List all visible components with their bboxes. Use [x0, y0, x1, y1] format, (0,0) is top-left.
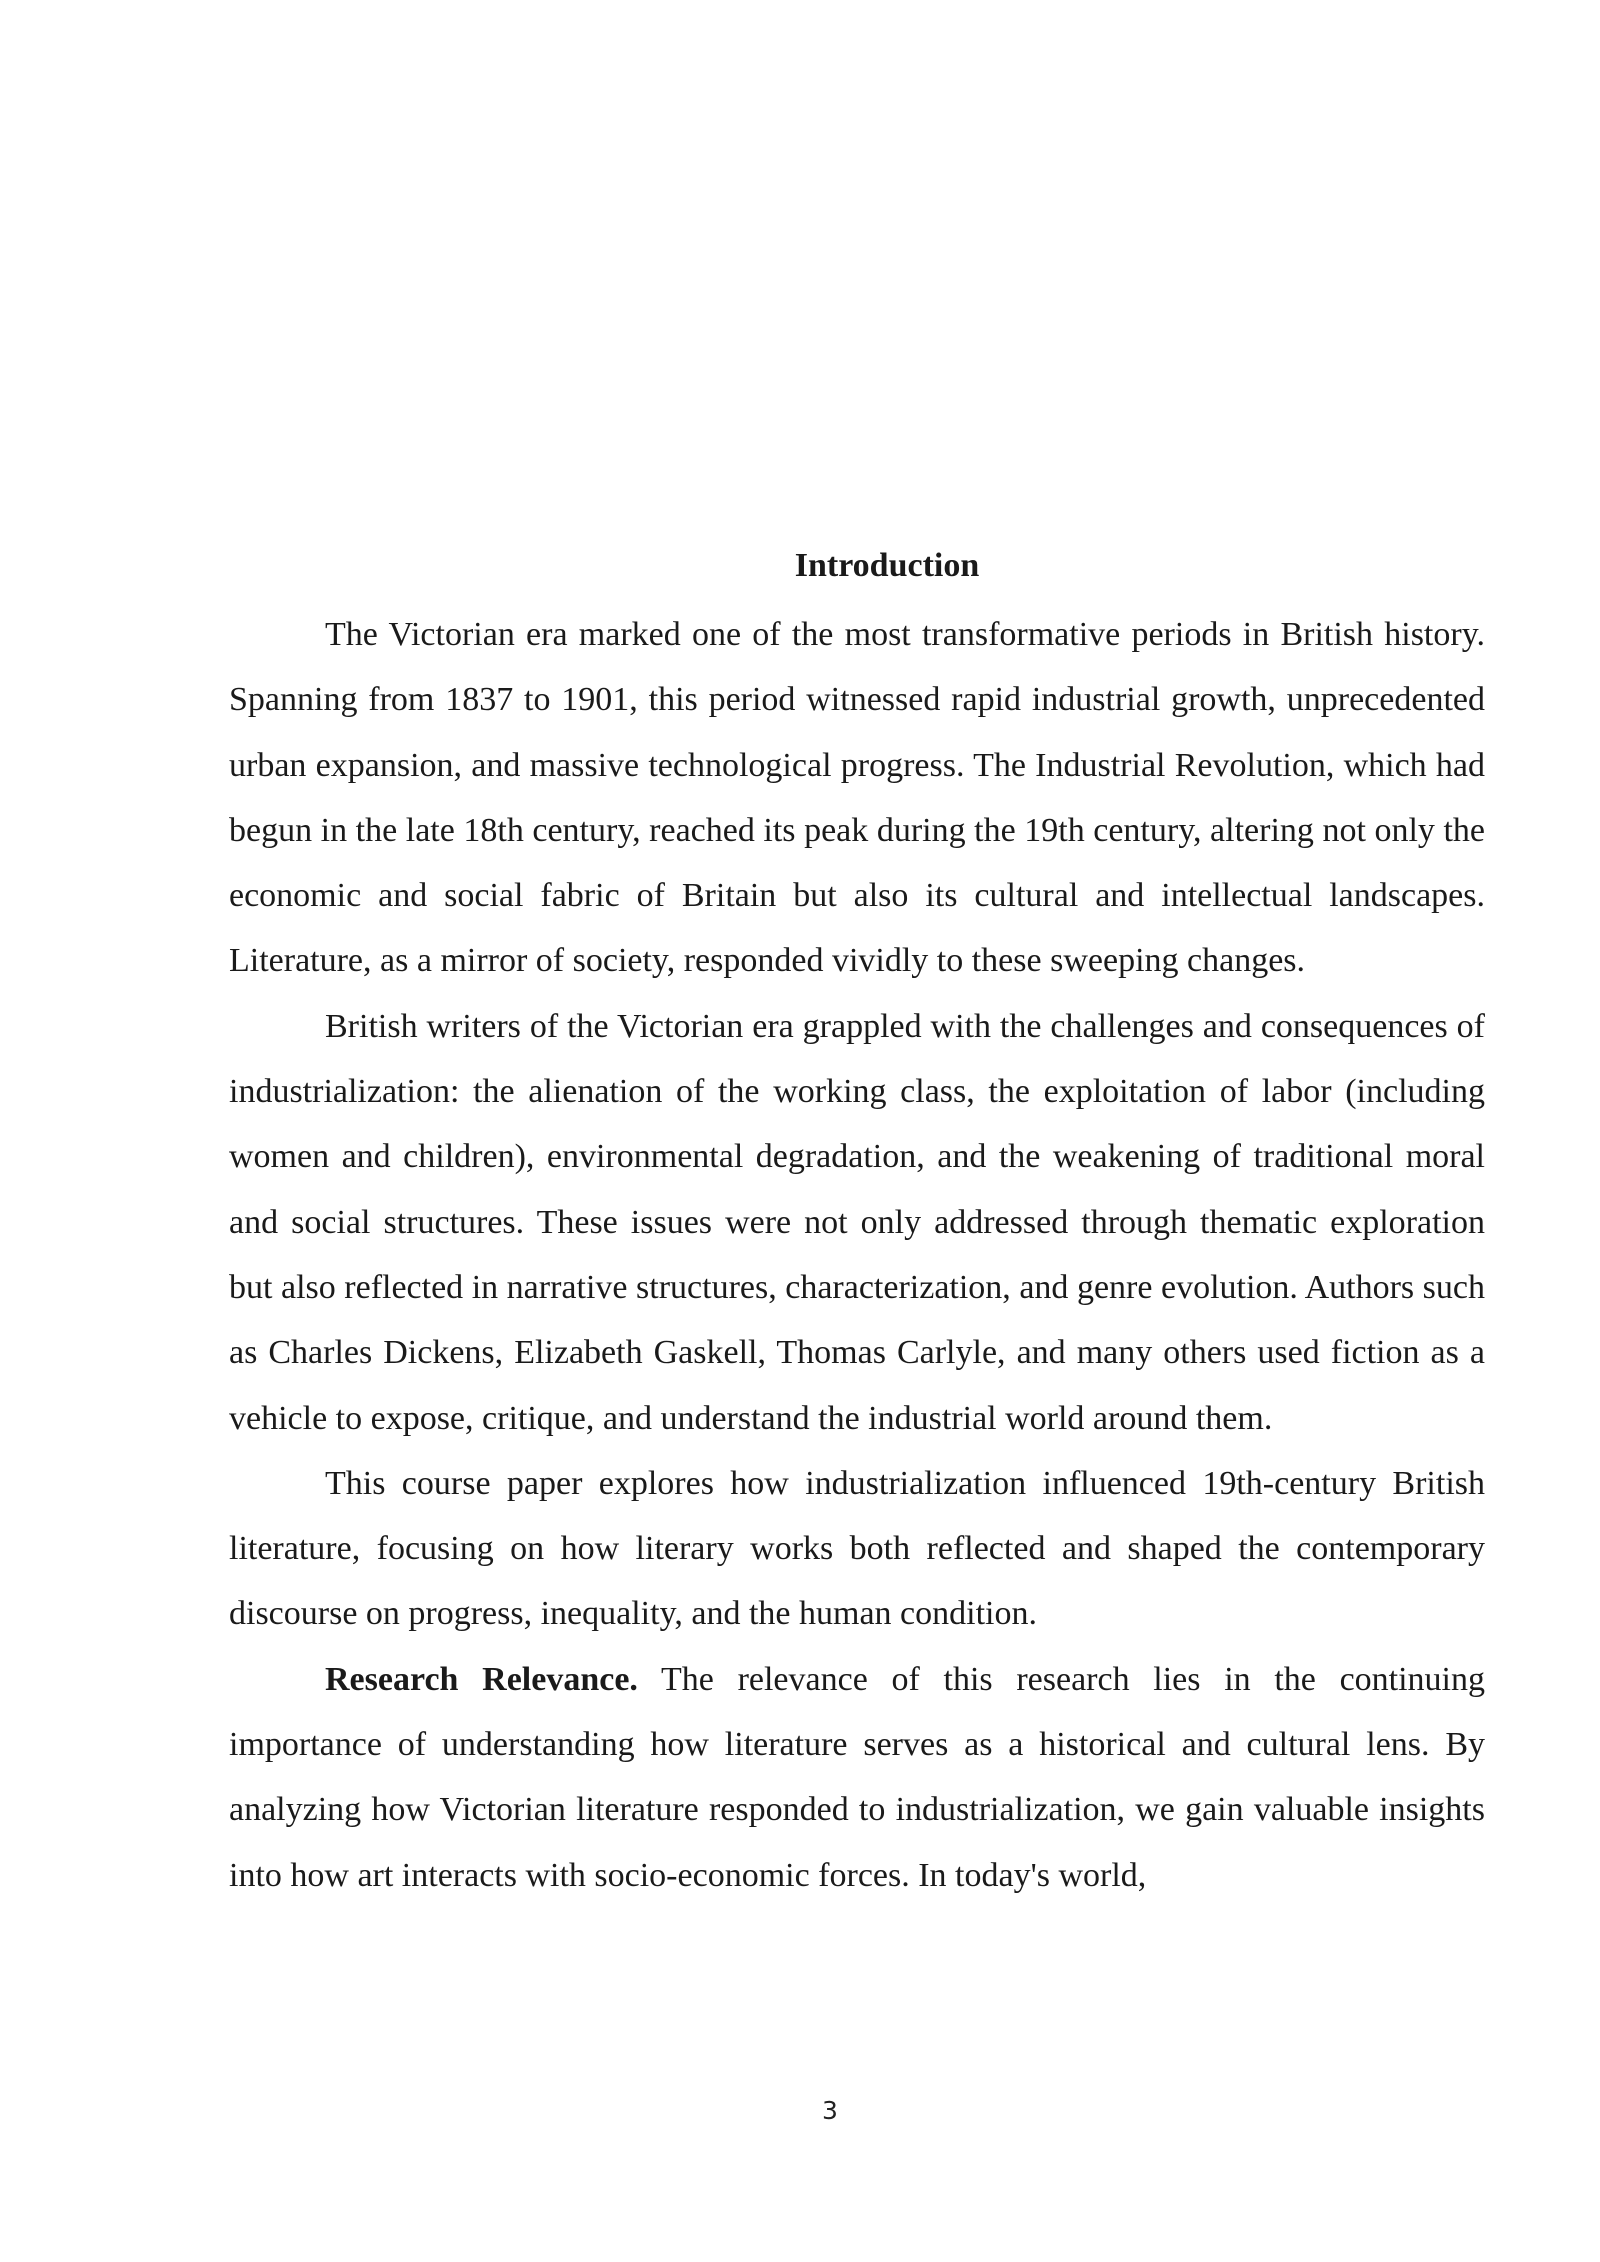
paragraph-course-paper — [229, 1451, 1485, 1647]
paragraph-research-relevance — [229, 1647, 1485, 1908]
page-body — [229, 540, 1485, 1908]
paragraph-writers — [229, 994, 1485, 1451]
paragraph-text: British writers of the Victorian era grappled with the challenges and consequences of industrialization: the alienation of the working class, the exploitation of labor (including women and children), environmental degradation, and the weakening of traditional moral and social structures. These issues were not only addressed through thematic exploration but also reflected in narrative structures, characterization, and genre evolution. Authors such as Charles Dickens, Elizabeth Gaskell, Thomas Carlyle, and many others used fiction as a vehicle to expose, critique, and understand the industrial world around them. — [229, 1007, 1485, 1437]
paragraph-text: The Victorian era marked one of the most transformative periods in British history. Spanning from 1837 to 1901, this period witnessed rapid industrial growth, unprecedented urban expansion, and massive technological progress. The Industrial Revolution, which had begun in the late 18th century, reached its peak during the 19th century, altering not only the economic and social fabric of Britain but also its cultural and intellectual landscapes. Literature, as a mirror of society, responded vividly to these sweeping changes. — [229, 616, 1485, 980]
paragraph-text: The relevance of this research lies in the continuing importance of understanding how literature serves as a historical and cultural lens. By analyzing how Victorian literature responded to industrialization, we gain valuable insights into how art interacts with socio-economic forces. In today's world, — [229, 1660, 1486, 1894]
paragraph-lead-bold: Research Relevance. — [325, 1660, 638, 1698]
page-number: 3 — [822, 2096, 838, 2125]
paragraph-intro-era — [229, 602, 1485, 994]
paragraph-text: This course paper explores how industrialization influenced 19th-century British literature, focusing on how literary works both reflected and shaped the contemporary discourse on progress, inequality, and the human condition. — [229, 1464, 1485, 1633]
section-heading: Introduction — [794, 547, 980, 584]
